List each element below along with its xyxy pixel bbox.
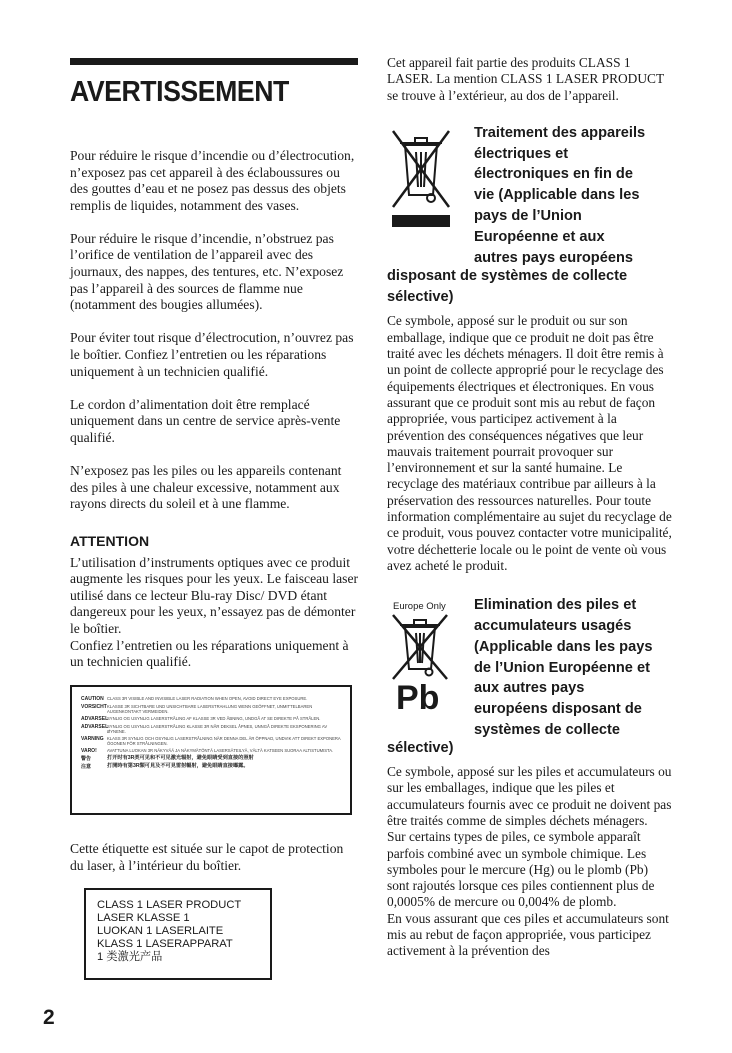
warning-label-row	[81, 764, 341, 770]
warning-label-text: KLASS 3R SYNLIG OCH OSYNLIG LASERSTRÅLNING NÄR DENNA DEL ÄR ÖPPNAD, UNDVIK ATT DIREKT EXPONERA ÖGONEN FÖR STRÅLNINGEN.	[107, 736, 341, 746]
warning-label-key: ADVARSEL	[81, 724, 109, 730]
warning-label-row	[81, 716, 341, 722]
warning-label-row	[81, 756, 341, 762]
page-title: AVERTISSEMENT	[70, 76, 289, 108]
battery-heading-line: (Applicable dans les pays	[474, 638, 653, 655]
warning-label-text: SYNLIG OG USYNLIG LASERSTRÅLING KLASSE 3R NÅR DEKSEL ÅPNES, UNNGÅ DIREKTE EKSPONERING AV ØYNENE.	[107, 724, 328, 734]
warning-paragraph-3: Pour éviter tout risque d’électrocution, n’ouvrez pas le boîtier. Confiez l’entretien ou les réparations uniquement à un technicien qualifié.	[70, 330, 354, 379]
battery-heading-line: aux autres pays	[474, 680, 585, 697]
laser-label-line: LASER KLASSE 1	[97, 912, 190, 924]
battery-heading-tail: sélective)	[387, 740, 454, 757]
warning-label-row	[81, 748, 341, 754]
warning-label-key: VARNING	[81, 736, 104, 742]
crossed-bin-battery-icon	[387, 613, 453, 681]
right-column	[387, 55, 673, 960]
weee-heading-line: vie (Applicable dans les	[474, 187, 640, 204]
crossed-bin-icon	[387, 125, 455, 211]
warning-label-row	[81, 704, 341, 714]
class1-laser-label-text	[97, 899, 241, 964]
battery-body-3: En vous assurant que ces piles et accumulateurs sont mis au rebut de façon appropriée, vous participez activement à la prévention des	[387, 910, 669, 959]
warning-label-text: KLASSE 3R SICHTBARE UND UNSICHTBARE LASERSTRAHLUNG WENN GEÖFFNET, UNMITTELBAREN AUGENKONTAKT VERMEIDEN.	[107, 704, 313, 714]
weee-black-bar	[392, 215, 450, 227]
battery-heading-lines	[474, 595, 673, 741]
warning-label-text: 打开时有3R类可见和不可见激光辐射，避免眼睛受到直接的照射	[107, 755, 254, 761]
attention-heading: ATTENTION	[70, 532, 150, 549]
weee-heading-line: Européenne et aux	[474, 228, 605, 245]
warning-paragraph-1: Pour réduire le risque d’incendie ou d’électrocution, n’exposez pas cet appareil à des éclaboussures ou des gouttes d’eau et ne posez pas dessus des objets remplis de liquides, notamment des vases.	[70, 148, 355, 213]
warning-label-row	[81, 724, 341, 734]
lead-chemical-symbol: Pb	[396, 679, 440, 718]
weee-heading-lines	[474, 123, 673, 269]
class1-laser-label	[84, 888, 272, 980]
warning-label-row	[81, 696, 341, 702]
laser-warning-rows	[81, 696, 341, 772]
battery-heading-block	[387, 595, 673, 738]
warning-label-key: 注意	[81, 764, 92, 770]
battery-icon-box	[387, 601, 463, 718]
weee-heading-line: électroniques en fin de	[474, 166, 633, 183]
europe-only-caption: Europe Only	[393, 601, 446, 613]
laser-label-line: 1 类激光产品	[97, 951, 163, 963]
warning-paragraph-2: Pour réduire le risque d’incendie, n’obstruez pas l’orifice de ventilation de l’appareil avec des journaux, des nappes, des tentures, etc. N’exposez pas l’appareil à des sources de flamme nue (notamment des bougies allumées).	[70, 230, 344, 313]
battery-body-1: Ce symbole, apposé sur les piles et accumulateurs ou sur les emballages, indique que les piles et accumulateurs fournis avec ce produit ne doivent pas être traités comme de simples déchets ménagers.	[387, 764, 672, 828]
attention-text-2: Confiez l’entretien ou les réparations uniquement à un technicien qualifié.	[70, 637, 349, 670]
battery-heading-line: européens disposant de	[474, 701, 642, 718]
label-location-note: Cette étiquette est située sur le capot de protection du laser, à l’intérieur du boîtier.	[70, 841, 344, 873]
warning-label-key: 警告	[81, 756, 92, 762]
weee-heading-line: Traitement des appareils	[474, 124, 646, 141]
warning-paragraph-4: Le cordon d’alimentation doit être remplacé uniquement dans un centre de service après-vente qualifié.	[70, 396, 341, 445]
battery-body-2: Sur certains types de piles, ce symbole apparaît parfois combiné avec un symbole chimique. Les symboles pour le mercure (Hg) ou le plomb (Pb) sont rajoutés lorsque ces piles contiennent plus de 0,0005% de mercure ou 0,004% de plomb.	[387, 829, 655, 910]
weee-body: Ce symbole, apposé sur le produit ou sur son emballage, indique que ce produit ne doit pas être traité avec les déchets ménagers. Il doit être remis à un point de collecte approprié pour le recyclage des équipements électriques et électroniques. En vous assurant que ce produit sont mis au rebut de façon appropriée, vous participez activement à la prévention des conséquences négatives que leur mauvais traitement pourrait provoquer sur l’environnement et sur la santé humaine. Le recyclage des matériaux contribue par ailleurs à la préservation des ressources naturelles. Pour toute information complémentaire au sujet du recyclage de ce produit, vous pouvez contacter votre municipalité, votre déchetterie locale ou le point de vente où vous avez acheté le produit.	[387, 313, 672, 573]
left-column	[70, 58, 358, 671]
laser-label-line: KLASS 1 LASERAPPARAT	[97, 938, 233, 950]
warning-label-key: VARO!	[81, 748, 97, 754]
weee-heading-line: autres pays européens	[474, 249, 633, 266]
laser-label-line: CLASS 1 LASER PRODUCT	[97, 899, 242, 911]
title-rule	[70, 58, 358, 65]
weee-heading-line: pays de l’Union	[474, 208, 582, 225]
weee-heading-line: électriques et	[474, 145, 569, 162]
laser-label-line: LUOKAN 1 LASERLAITE	[97, 925, 224, 937]
weee-icon-box	[387, 125, 463, 227]
battery-heading-line: accumulateurs usagés	[474, 618, 632, 635]
warning-label-key: VORSICHT	[81, 704, 107, 710]
warning-label-row	[81, 736, 341, 746]
warning-paragraph-5: N’exposez pas les piles ou les appareils contenant des piles à une chaleur excessive, notamment aux rayons directs du soleil et à une flamme.	[70, 462, 342, 512]
warning-label-key: ADVARSEL	[81, 716, 109, 722]
battery-heading-line: systèmes de collecte	[474, 722, 621, 739]
warning-label-text: CLASS 3R VISIBLE AND INVISIBLE LASER RADIATION WHEN OPEN, AVOID DIRECT EYE EXPOSURE.	[107, 696, 308, 701]
weee-heading-block	[387, 123, 673, 266]
weee-heading-tail: disposant de systèmes de collecte sélective)	[387, 267, 628, 305]
page-number: 2	[43, 1006, 55, 1029]
attention-text-1: L’utilisation d’instruments optiques avec ce produit augmente les risques pour les yeux. Le faisceau laser utilisé dans ce lecteur Blu-ray Disc/ DVD étant dangereux pour les yeux, n’essayez pas de démonter le boîtier.	[70, 554, 359, 637]
warning-label-key: CAUTION	[81, 696, 104, 702]
battery-heading-line: de l’Union Européenne et	[474, 659, 650, 676]
warning-label-text: 打開時有第3R類可見及不可見雷射輻射，避免眼睛直接曝露。	[107, 763, 249, 769]
battery-heading-line: Elimination des piles et	[474, 597, 637, 614]
warning-label-text: AVATTUNA LUOKAN 3R NÄKYVÄÄ JA NÄKYMÄTÖNTÄ LASERSÄTEILYÄ, VÄLTÄ KATSEEN SUORAA ALTISTUMISTA.	[107, 748, 334, 753]
warning-label-text: SYNLIG OG USYNLIG LASERSTRÅLING AF KLASSE 3R VED ÅBNING, UNDGÅ AT SE DIREKTE PÅ STRÅLEN.	[107, 716, 321, 721]
laser-warning-label	[70, 685, 352, 815]
class1-intro: Cet appareil fait partie des produits CLASS 1 LASER. La mention CLASS 1 LASER PRODUCT se trouve à l’extérieur, au dos de l’appareil.	[387, 55, 664, 103]
